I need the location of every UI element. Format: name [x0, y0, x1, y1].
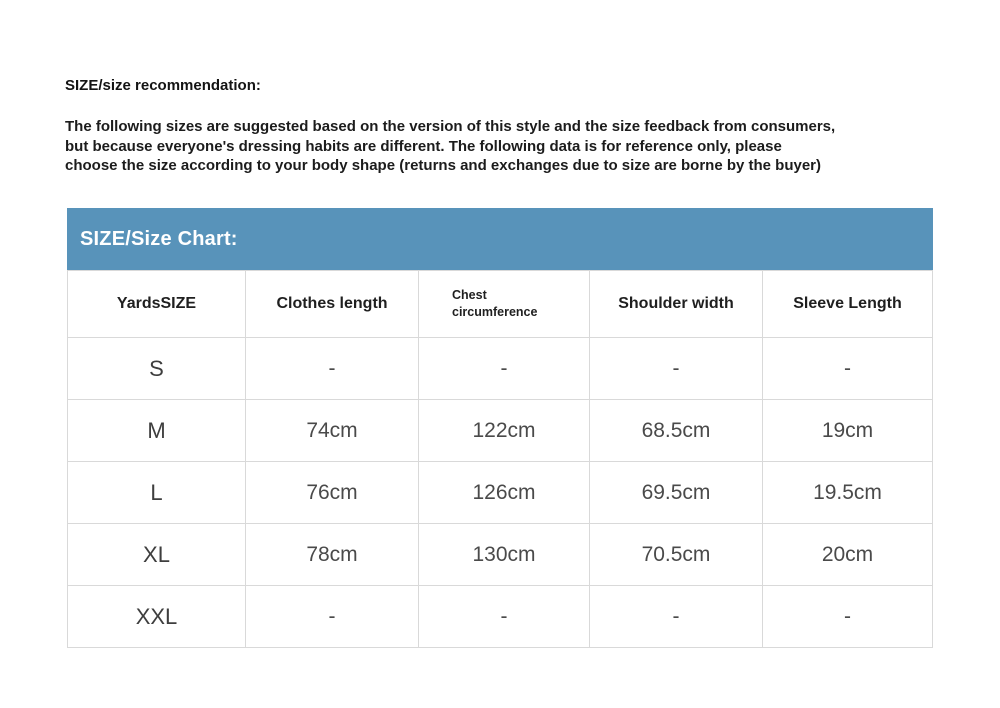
chest-circumference-cell: 122cm — [419, 400, 590, 462]
paragraph-line: The following sizes are suggested based on the version of this style and the size feedback from consumers, — [65, 118, 836, 135]
sleeve-length-cell: 19cm — [763, 400, 933, 462]
sleeve-length-cell: 19.5cm — [763, 462, 933, 524]
column-header-chest-circumference — [419, 271, 590, 338]
table-row-size-xxl — [68, 586, 933, 648]
chest-circumference-cell: - — [419, 338, 590, 400]
column-header-chest-circumference-label: Chest circumference — [452, 288, 538, 319]
clothes-length-cell: 76cm — [246, 462, 419, 524]
clothes-length-cell: - — [246, 338, 419, 400]
sleeve-length-cell: - — [763, 586, 933, 648]
column-header-yards-size: YardsSIZE — [68, 271, 246, 338]
shoulder-width-cell: 69.5cm — [590, 462, 763, 524]
sleeve-length-cell: 20cm — [763, 524, 933, 586]
size-cell: M — [68, 400, 246, 462]
size-chart-banner-title: SIZE/Size Chart: — [80, 227, 238, 250]
table-row-size-l — [68, 462, 933, 524]
shoulder-width-cell: 70.5cm — [590, 524, 763, 586]
size-chart-banner — [67, 208, 933, 270]
size-chart-table — [67, 270, 933, 648]
column-header-sleeve-length: Sleeve Length — [763, 271, 933, 338]
size-recommendation-heading: SIZE/size recommendation: — [65, 77, 261, 94]
shoulder-width-cell: 68.5cm — [590, 400, 763, 462]
clothes-length-cell: - — [246, 586, 419, 648]
table-row-size-s — [68, 338, 933, 400]
size-recommendation-paragraph — [65, 117, 835, 176]
size-cell: S — [68, 338, 246, 400]
clothes-length-cell: 74cm — [246, 400, 419, 462]
paragraph-line: choose the size according to your body shape (returns and exchanges due to size are borne by the buyer) — [65, 157, 822, 174]
column-header-shoulder-width: Shoulder width — [590, 271, 763, 338]
shoulder-width-cell: - — [590, 586, 763, 648]
size-cell: XL — [68, 524, 246, 586]
sleeve-length-cell: - — [763, 338, 933, 400]
paragraph-line: but because everyone's dressing habits are different. The following data is for reference only, please — [65, 137, 782, 155]
column-header-clothes-length: Clothes length — [246, 271, 419, 338]
size-cell: L — [68, 462, 246, 524]
table-row-size-xl — [68, 524, 933, 586]
size-chart-header-row — [68, 271, 933, 338]
chest-circumference-cell: 126cm — [419, 462, 590, 524]
chest-circumference-cell: 130cm — [419, 524, 590, 586]
chest-circumference-cell: - — [419, 586, 590, 648]
size-cell: XXL — [68, 586, 246, 648]
shoulder-width-cell: - — [590, 338, 763, 400]
clothes-length-cell: 78cm — [246, 524, 419, 586]
table-row-size-m — [68, 400, 933, 462]
table-header-row — [68, 271, 933, 338]
